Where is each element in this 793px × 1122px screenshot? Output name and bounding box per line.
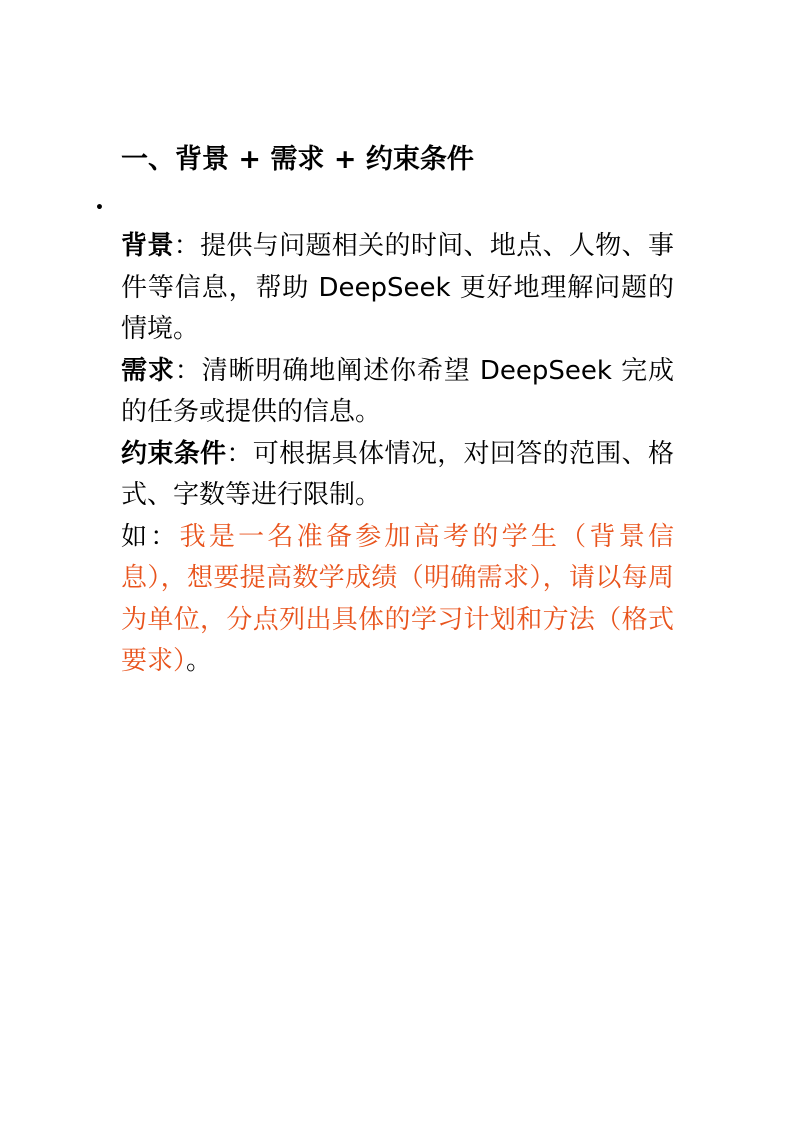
example-text: 我是一名准备参加高考的学生（背景信息），想要提高数学成绩（明确需求），请以每周为单位，分点列出具体的学习计划和方法（格式要求）: [121, 521, 674, 676]
separator-requirement: ：: [174, 355, 202, 386]
paragraph-background: [121, 226, 674, 351]
paragraph-requirement: [121, 351, 674, 434]
text-background: 提供与问题相关的时间、地点、人物、事件等信息，帮助 DeepSeek 更好地理解问题的情境。: [121, 231, 674, 344]
example-prefix: 如：: [121, 521, 180, 552]
paragraph-example: [121, 517, 674, 683]
paragraph-constraints: [121, 434, 674, 517]
separator-constraints: ：: [226, 438, 253, 469]
label-requirement: 需求: [121, 355, 175, 386]
example-suffix: 。: [186, 646, 213, 676]
label-background: 背景: [121, 231, 174, 261]
bullet-marker: •: [95, 200, 104, 216]
text-requirement: 清晰明确地阐述你希望 DeepSeek 完成的任务或提供的信息。: [121, 355, 674, 427]
label-constraints: 约束条件: [121, 438, 227, 469]
separator-background: ：: [173, 231, 201, 261]
text-constraints: 可根据具体情况，对回答的范围、格式、字数等进行限制。: [121, 438, 674, 510]
section-heading: 一、背景 + 需求 + 约束条件: [121, 144, 474, 175]
content-body: [121, 226, 674, 683]
